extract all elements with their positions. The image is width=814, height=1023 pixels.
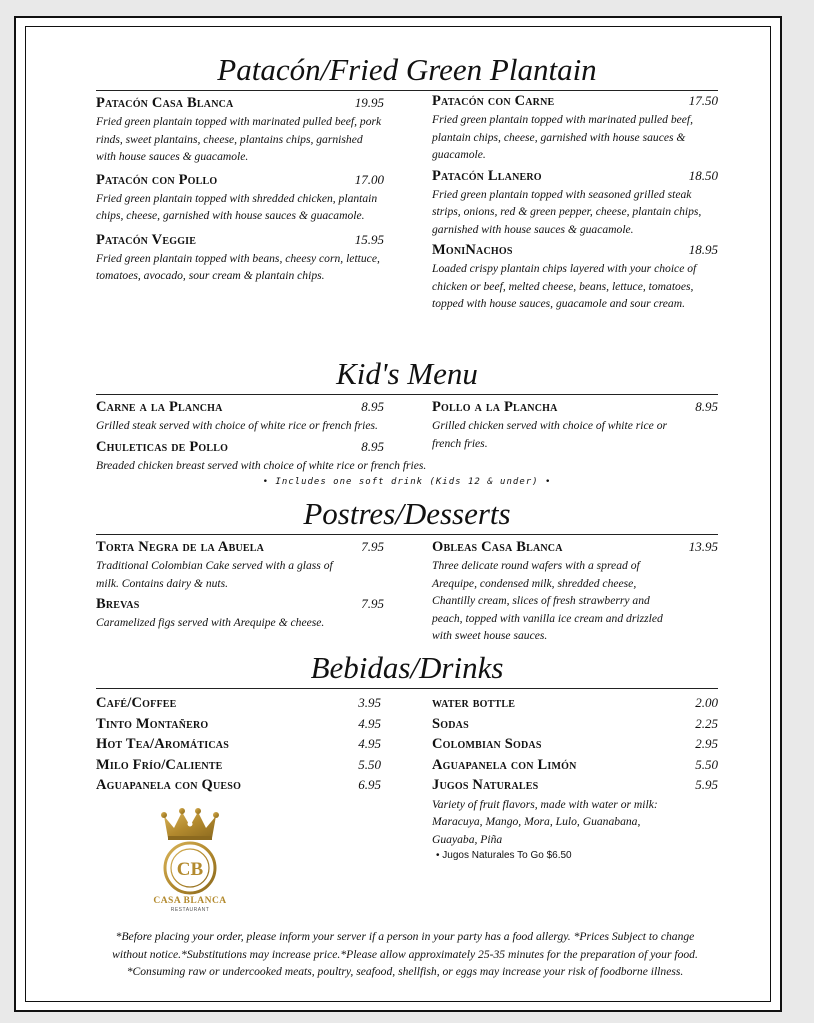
item-name: Milo Frío/Caliente — [96, 756, 223, 773]
kids-right-column — [432, 395, 718, 474]
drink-item — [96, 775, 381, 796]
drink-item — [96, 755, 381, 776]
item-name: Patacón Llanero — [432, 167, 542, 184]
item-price: 19.95 — [354, 95, 384, 110]
menu-item — [96, 170, 384, 225]
item-price: 2.00 — [695, 695, 718, 710]
item-price: 7.95 — [361, 596, 384, 611]
section-title-drinks: Bebidas/Drinks — [96, 650, 718, 689]
item-description: Fried green plantain topped with beans, cheesy corn, lettuce, tomatoes, avocado, sour cream & plantain chips. — [96, 251, 380, 282]
item-name: Obleas Casa Blanca — [432, 539, 563, 555]
item-name: MoniNachos — [432, 242, 513, 258]
restaurant-logo — [152, 808, 228, 914]
item-price: 6.95 — [358, 777, 381, 792]
drink-item — [432, 755, 718, 776]
item-name: Aguapanela con Queso — [96, 777, 242, 793]
menu-item — [96, 437, 427, 475]
drink-item — [432, 693, 718, 714]
item-price: 13.95 — [688, 539, 718, 554]
section-title-patacon: Patacón/Fried Green Plantain — [96, 52, 718, 91]
juice-description: Variety of fruit flavors, made with water or milk: Maracuya, Mango, Mora, Lulo, Guanabana, Guayaba, Piña — [432, 797, 658, 846]
item-price: 3.95 — [358, 695, 381, 710]
section-desserts — [96, 496, 718, 645]
item-description: Three delicate round wafers with a spread of Arequipe, condensed milk, shredded cheese, Chantilly cream, slices of fresh strawberry and peach, topped with vanilla ice cream and drizzled with sweet house sauces. — [432, 559, 663, 642]
item-price: 8.95 — [695, 399, 718, 414]
item-price: 18.95 — [688, 242, 718, 257]
drink-item — [96, 693, 381, 714]
menu-item — [96, 93, 384, 166]
section-title-desserts: Postres/Desserts — [96, 496, 718, 535]
menu-page — [14, 16, 782, 1012]
juice-to-go-note: • Jugos Naturales To Go $6.50 — [436, 850, 572, 861]
item-name: Patacón con Pollo — [96, 171, 218, 188]
item-description: Breaded chicken breast served with choice of white rice or french fries. — [96, 458, 427, 472]
item-name: Pollo a la Plancha — [432, 399, 558, 415]
menu-item — [96, 397, 384, 435]
item-description: Fried green plantain topped with marinated pulled beef, plantain chips, cheese, garnished with house sauces & guacamole. — [432, 113, 694, 161]
item-price: 15.95 — [354, 231, 384, 247]
drink-item — [432, 775, 718, 796]
item-price: 18.50 — [688, 167, 718, 183]
item-description: Loaded crispy plantain chips layered with your choice of chicken or beef, melted cheese, beans, lettuce, tomatoes, topped with house sauces, guacamole and sour cream. — [432, 262, 697, 310]
drink-item — [96, 714, 381, 735]
item-name: Aguapanela con Limón — [432, 756, 577, 773]
section-kids — [96, 356, 718, 487]
item-description: Fried green plantain topped with seasoned grilled steak strips, onions, red & green pepper, cheese, plantain chips, garnished with house sauces & guacamole. — [432, 187, 702, 236]
item-price: 17.00 — [354, 171, 384, 187]
allergy-disclaimer: *Before placing your order, please inform your server if a person in your party has a food allergy. *Prices Subject to change without notice.*Substitutions may increase price.*Please allow approximately 25-35 minutes for the preparation of your food. *Consuming raw or undercooked meats, poultry, seafood, shellfish, or eggs may increase your risk of foodborne illness. — [112, 930, 698, 978]
item-name: Carne a la Plancha — [96, 399, 223, 415]
item-description: Traditional Colombian Cake served with a glass of milk. Contains dairy & nuts. — [96, 559, 333, 590]
patacon-right-column — [432, 91, 718, 313]
item-price: 17.50 — [688, 93, 718, 108]
logo-monogram: CB — [176, 859, 204, 880]
kids-left-column — [96, 395, 427, 474]
item-price: 4.95 — [358, 736, 381, 751]
item-name: Chuleticas de Pollo — [96, 438, 229, 455]
menu-item — [432, 91, 718, 164]
desserts-left-column — [96, 535, 384, 645]
drink-item — [432, 714, 718, 735]
menu-item — [432, 166, 718, 239]
item-name: Sodas — [432, 715, 469, 732]
drink-item — [96, 734, 381, 755]
kids-drink-note: • Includes one soft drink (Kids 12 & under) • — [262, 477, 552, 487]
menu-item — [432, 397, 718, 452]
item-name: Jugos Naturales — [432, 777, 539, 793]
item-name: Café/Coffee — [96, 695, 177, 711]
item-price: 5.50 — [695, 756, 718, 772]
item-price: 4.95 — [358, 715, 381, 731]
item-description: Fried green plantain topped with shredded chicken, plantain chips, cheese, garnished with house sauces & guacamole. — [96, 191, 378, 222]
menu-item — [432, 537, 718, 645]
section-title-kids: Kid's Menu — [96, 356, 718, 395]
item-price: 7.95 — [361, 539, 384, 554]
patacon-left-column — [96, 91, 384, 313]
item-name: Brevas — [96, 596, 140, 612]
logo-name: CASA BLANCA — [153, 896, 227, 906]
item-price: 8.95 — [361, 399, 384, 414]
logo-subtitle: RESTAURANT — [170, 907, 210, 913]
item-name: Patacón Casa Blanca — [96, 95, 234, 111]
item-name: Patacón con Carne — [432, 93, 555, 109]
drinks-right-column — [432, 693, 718, 861]
item-name: Patacón Veggie — [96, 231, 197, 248]
item-name: Torta Negra de la Abuela — [96, 539, 265, 555]
item-description: Grilled chicken served with choice of white rice or french fries. — [432, 419, 668, 450]
item-description: Grilled steak served with choice of white rice or french fries. — [96, 419, 378, 432]
menu-item — [432, 240, 718, 313]
menu-item — [96, 230, 384, 285]
item-description: Caramelized figs served with Arequipe & cheese. — [96, 616, 325, 629]
item-price: 8.95 — [361, 438, 384, 454]
crown-monogram-icon — [152, 808, 228, 896]
item-name: water bottle — [432, 695, 516, 711]
item-name: Colombian Sodas — [432, 736, 542, 752]
item-price: 5.50 — [358, 756, 381, 772]
section-patacon — [96, 52, 718, 313]
menu-item — [96, 537, 384, 592]
crown-icon — [161, 808, 219, 840]
item-price: 2.25 — [695, 715, 718, 731]
drinks-left-column — [96, 693, 381, 861]
desserts-right-column — [432, 535, 718, 645]
item-name: Hot Tea/Aromáticas — [96, 736, 229, 752]
drink-item — [432, 734, 718, 755]
item-price: 2.95 — [695, 736, 718, 751]
item-description: Fried green plantain topped with marinated pulled beef, pork rinds, sweet plantains, cheese, plantains chips, garnished with house sauces & guacamole. — [96, 115, 382, 163]
menu-item — [96, 594, 384, 632]
item-price: 5.95 — [695, 777, 718, 792]
item-name: Tinto Montañero — [96, 715, 209, 732]
